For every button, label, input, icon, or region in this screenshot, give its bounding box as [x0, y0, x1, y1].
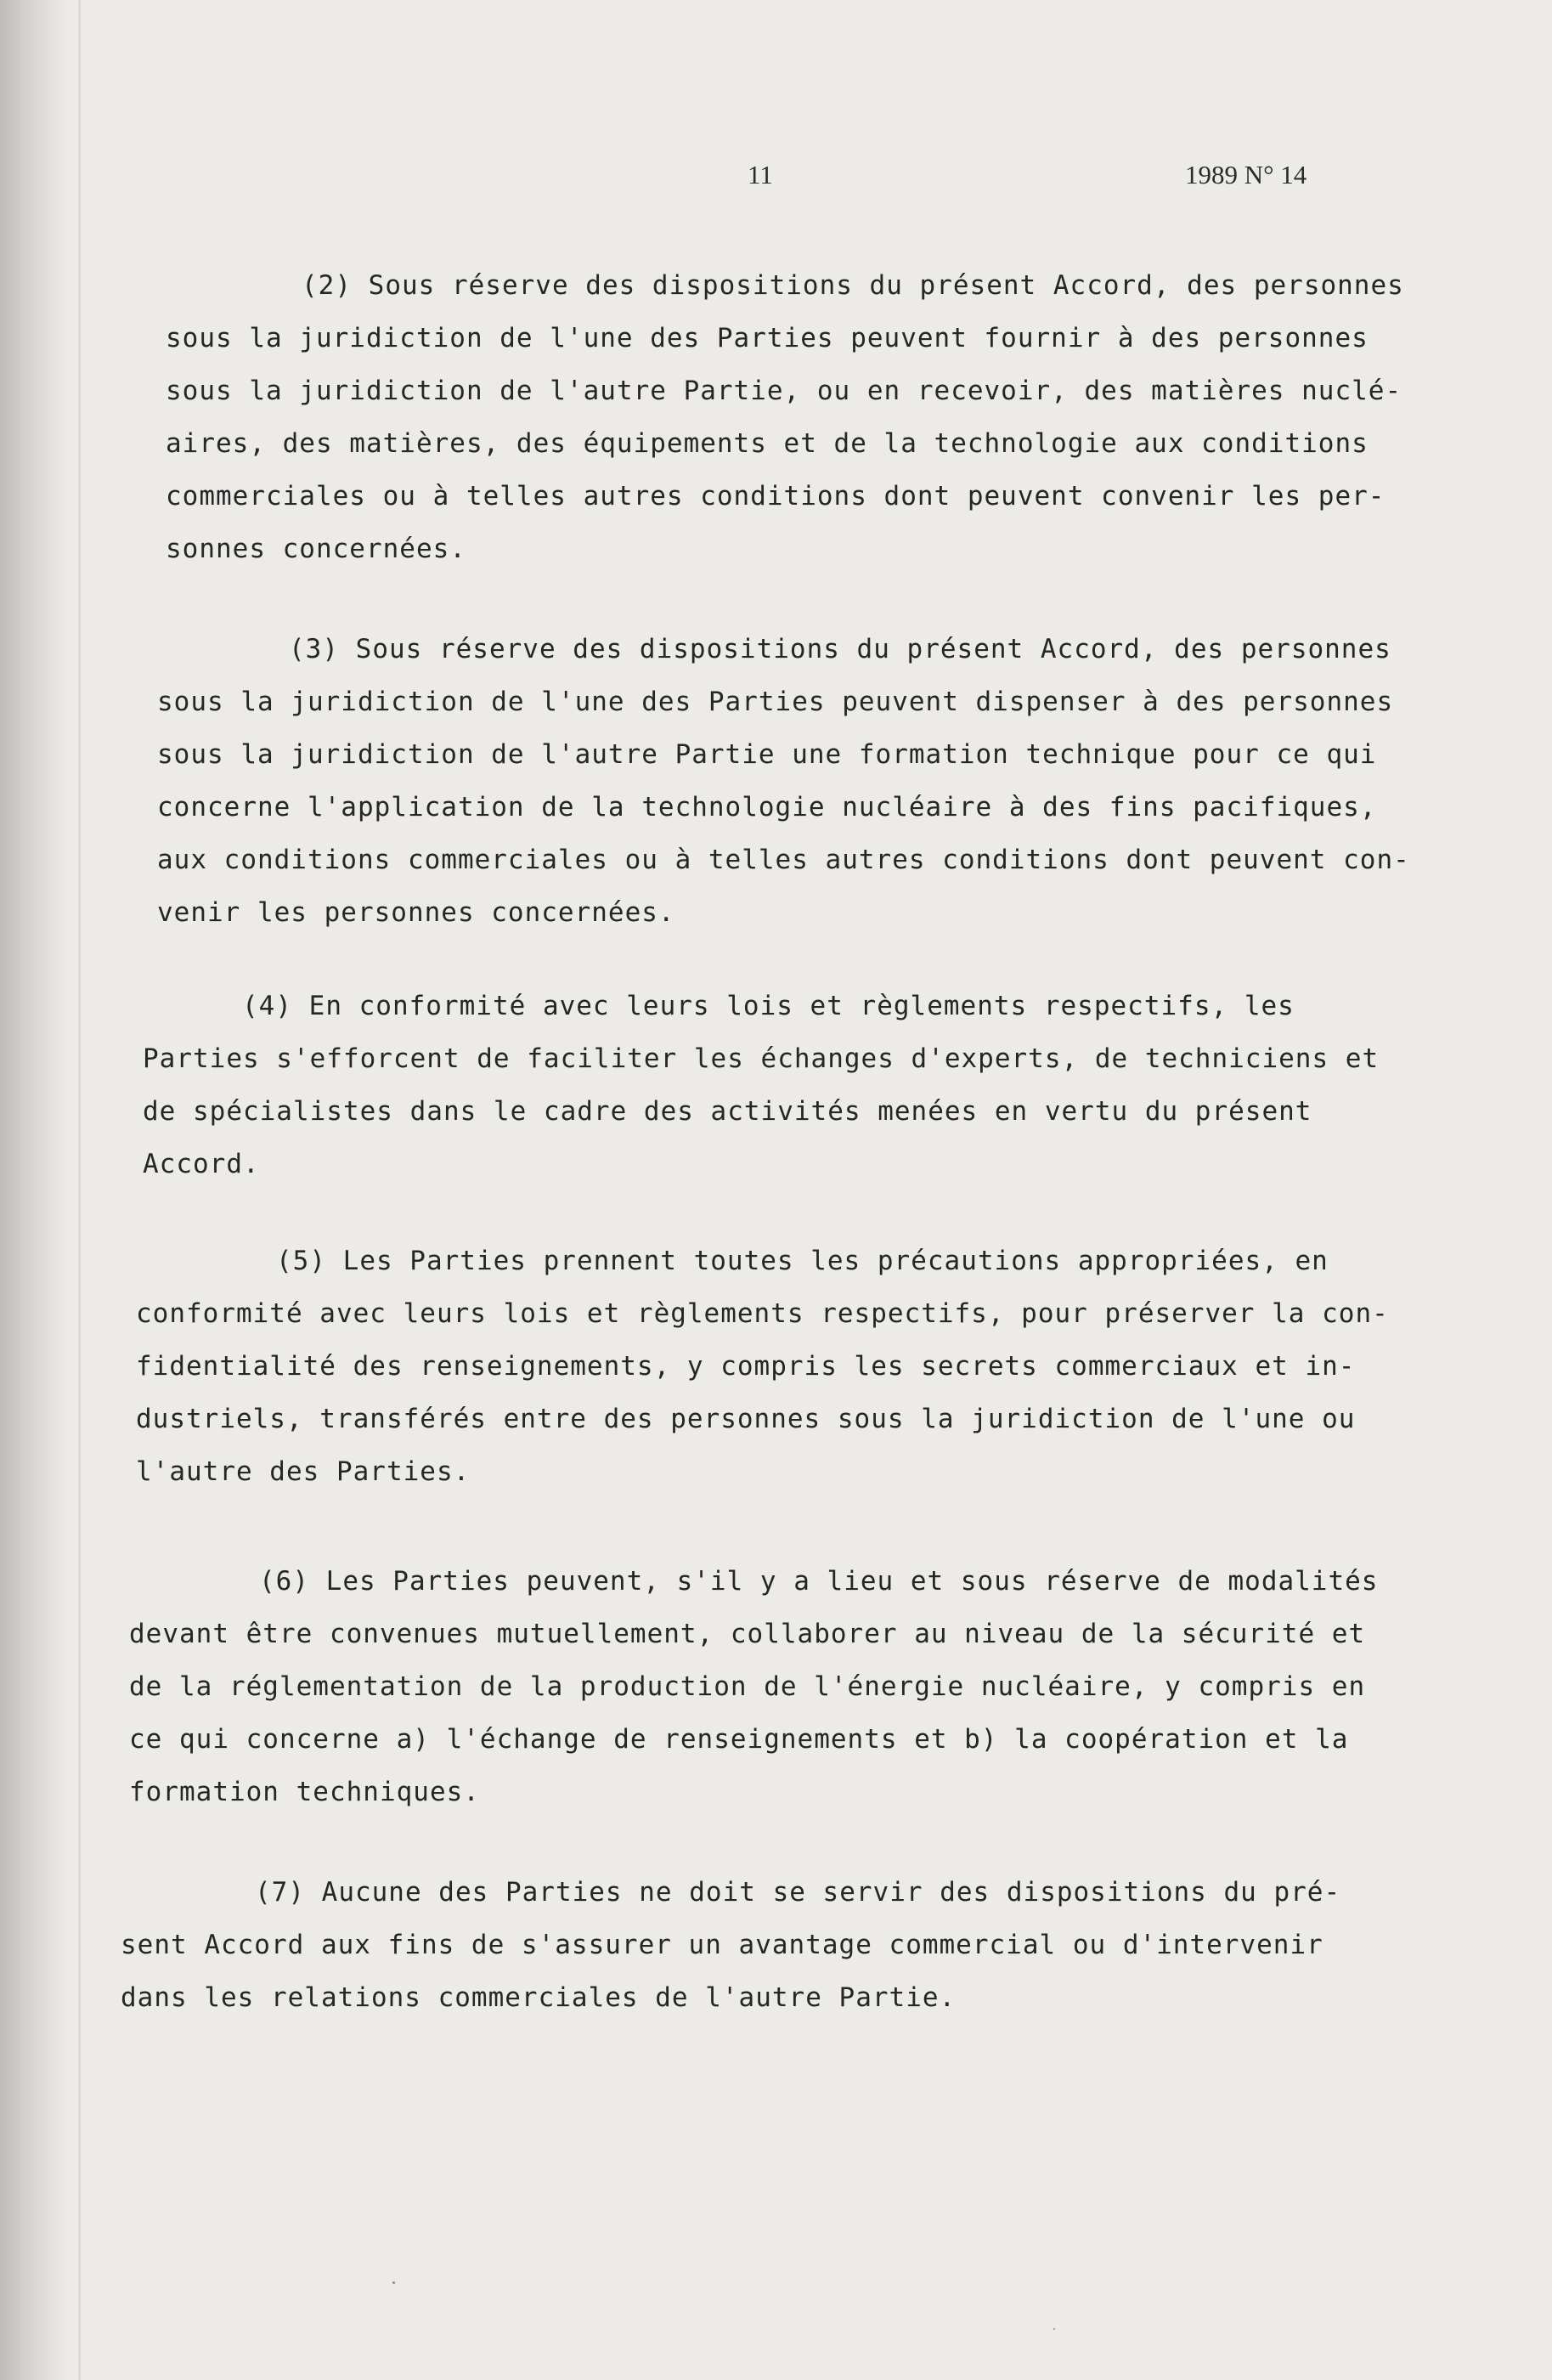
text-line: dans les relations commerciales de l'autre Partie. — [121, 1982, 957, 2013]
text-line: aux conditions commerciales ou à telles autres conditions dont peuvent con- — [157, 845, 1410, 875]
text-line: de spécialistes dans le cadre des activités menées en vertu du présent — [143, 1096, 1312, 1127]
text-line: de la réglementation de la production de l'énergie nucléaire, y compris en — [129, 1671, 1366, 1702]
text-line: ce qui concerne a) l'échange de renseignements et b) la coopération et la — [129, 1724, 1349, 1755]
page-header — [0, 151, 1552, 202]
text-line: (2) Sous réserve des dispositions du présent Accord, des personnes — [302, 270, 1404, 301]
text-line: (5) Les Parties prennent toutes les précautions appropriées, en — [276, 1246, 1329, 1276]
page-number: 11 — [748, 160, 773, 189]
journal-reference: 1989 N° 14 — [1185, 160, 1307, 189]
paper-speck — [392, 2281, 395, 2284]
text-line: sonnes concernées. — [166, 534, 466, 564]
text-line: sous la juridiction de l'autre Partie une formation technique pour ce qui — [157, 739, 1377, 770]
text-line: sous la juridiction de l'une des Parties peuvent dispenser à des personnes — [157, 687, 1394, 717]
text-line: l'autre des Parties. — [136, 1456, 471, 1487]
text-line: concerne l'application de la technologie nucléaire à des fins pacifiques, — [157, 792, 1377, 823]
text-line: (7) Aucune des Parties ne doit se servir des dispositions du pré- — [255, 1877, 1341, 1908]
text-line: sous la juridiction de l'autre Partie, ou en recevoir, des matières nuclé- — [166, 376, 1402, 406]
text-line: fidentialité des renseignements, y compris les secrets commerciaux et in- — [136, 1351, 1356, 1382]
binding-shadow — [0, 0, 72, 2380]
text-line: devant être convenues mutuellement, collaborer au niveau de la sécurité et — [129, 1619, 1366, 1649]
text-line: Parties s'efforcent de faciliter les échanges d'experts, de techniciens et — [143, 1043, 1380, 1074]
text-line: (6) Les Parties peuvent, s'il y a lieu et sous réserve de modalités — [259, 1566, 1379, 1597]
text-line: commerciales ou à telles autres conditions dont peuvent convenir les per- — [166, 481, 1386, 512]
text-line: sent Accord aux fins de s'assurer un avantage commercial ou d'intervenir — [121, 1930, 1323, 1960]
page-edge — [78, 0, 81, 2380]
paper-speck — [1053, 2328, 1055, 2330]
text-line: conformité avec leurs lois et règlements respectifs, pour préserver la con- — [136, 1298, 1389, 1329]
text-line: sous la juridiction de l'une des Parties peuvent fournir à des personnes — [166, 323, 1369, 353]
text-line: aires, des matières, des équipements et de la technologie aux conditions — [166, 428, 1369, 459]
text-line: dustriels, transférés entre des personnes sous la juridiction de l'une ou — [136, 1404, 1356, 1434]
text-line: formation techniques. — [129, 1777, 480, 1807]
text-line: Accord. — [143, 1149, 260, 1179]
text-line: (4) En conformité avec leurs lois et règlements respectifs, les — [242, 991, 1295, 1021]
text-line: (3) Sous réserve des dispositions du présent Accord, des personnes — [289, 634, 1391, 664]
text-line: venir les personnes concernées. — [157, 897, 675, 928]
